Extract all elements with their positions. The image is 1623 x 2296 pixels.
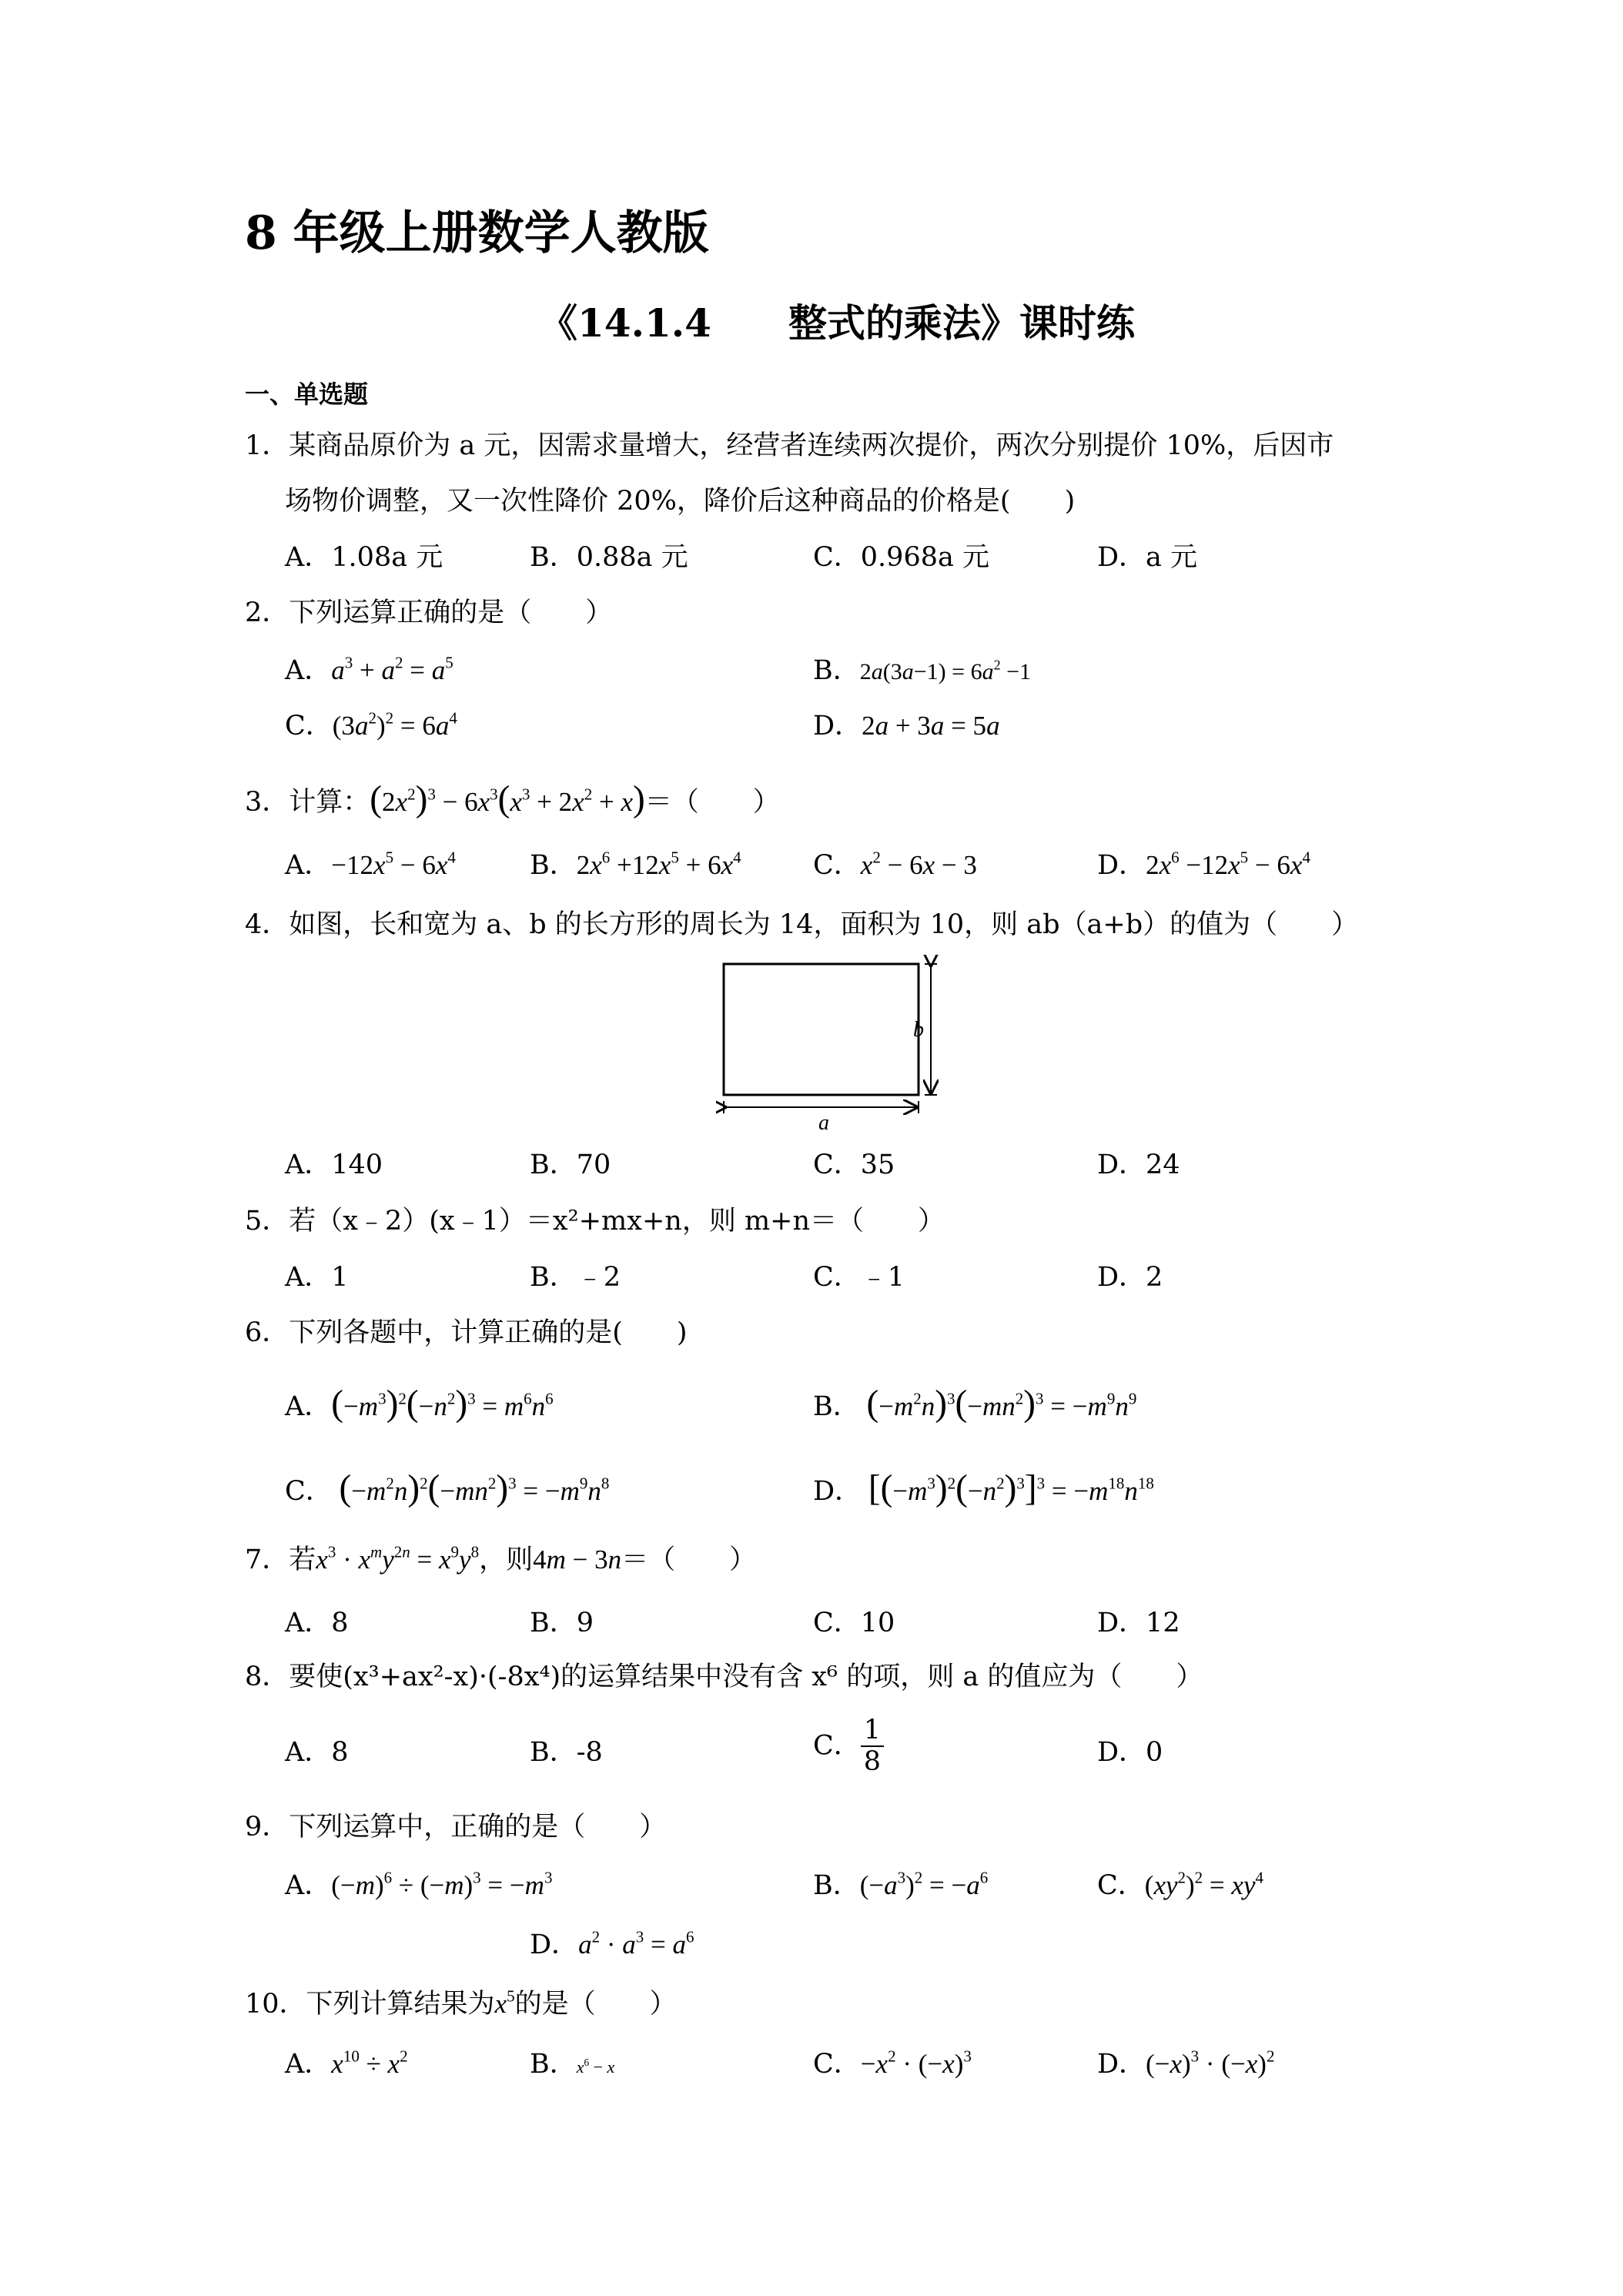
q7-stem: 7．若$x^3 \cdot x^my^{2n} = x^9y^8$，则4m − 3n＝（ ） xyxy=(245,1542,757,1575)
q6-option-d: D． $[(-m^3)^2(-n^2)^3]^3 = -m^{18}n^{18}$ xyxy=(813,1468,1154,1508)
rectangle-shape xyxy=(724,964,919,1095)
q8-option-d: D．0 xyxy=(1097,1737,1163,1768)
q10-option-c: C．$-x^2 \cdot (-x)^3$ xyxy=(813,2047,972,2080)
q3-option-a: A．$-12x^5 - 6x^4$ xyxy=(285,848,456,881)
lesson-title: 《14.1.4 整式的乘法》课时练 xyxy=(539,300,1135,346)
q7-option-d: D．12 xyxy=(1097,1608,1180,1638)
q2-option-c: C．$(3a^2)^2 = 6a^4$ xyxy=(285,708,457,741)
q2-option-a: A．$a^3 + a^2 = a^5$ xyxy=(285,653,453,686)
q9-stem: 9．下列运算中，正确的是（ ） xyxy=(245,1812,667,1842)
label-b: b xyxy=(913,1018,924,1042)
page-title: 8 年级上册数学人教版 xyxy=(245,206,709,260)
q8-stem: 8．要使(x³+ax²-x)·(-8x⁴)的运算结果中没有含 x⁶ 的项，则 a 的值应为（ ） xyxy=(245,1662,1203,1692)
q4-option-d: D．24 xyxy=(1097,1150,1180,1180)
q10-stem: 10．下列计算结果为$x^5$的是（ ） xyxy=(245,1986,677,2020)
q1-stem-line2: 场物价调整，又一次性降价 20%，降价后这种商品的价格是( ) xyxy=(285,486,1076,517)
section-heading: 一、单选题 xyxy=(245,380,369,409)
q8-option-c-fraction: $\frac{1}{8}$ xyxy=(861,1715,884,1776)
label-a: a xyxy=(818,1111,829,1132)
q9-option-c: C．$(xy^2)^2 = xy^4$ xyxy=(1097,1868,1263,1901)
q9-option-a: A．$(-m)^6 \div (-m)^3 = -m^3$ xyxy=(285,1868,553,1901)
q1-stem-line1: 1．某商品原价为 a 元，因需求量增大，经营者连续两次提价，两次分别提价 10%，后因市 xyxy=(245,430,1334,461)
q2-option-d: D．2a + 3a = 5a xyxy=(813,711,1000,741)
q3-option-d: D．$2x^6 -12x^5 - 6x^4$ xyxy=(1097,848,1310,881)
q10-option-a: A．$x^{10} \div x^2$ xyxy=(285,2047,408,2080)
q1-option-b: B．0.88a 元 xyxy=(530,542,688,573)
q7-option-c: C．10 xyxy=(813,1608,895,1638)
q8-option-b: B．-8 xyxy=(530,1737,603,1768)
q10-option-d: D．$(-x)^3 \cdot (-x)^2$ xyxy=(1097,2047,1275,2080)
q6-option-b: B． $(-m^2n)^3(-mn^2)^3 = -m^9n^9$ xyxy=(813,1384,1137,1424)
q10-option-b: B．$x^6 - x$ xyxy=(530,2049,615,2080)
q6-option-a: A．$(-m^3)^2(-n^2)^3 = m^6n^6$ xyxy=(285,1384,554,1424)
q1-option-d: D．a 元 xyxy=(1097,542,1198,573)
q5-option-b: B．﹣2 xyxy=(530,1262,621,1293)
q5-option-a: A．1 xyxy=(285,1262,349,1293)
q1-option-a: A．1.08a 元 xyxy=(285,542,443,573)
q8-option-c: C． $\frac{1}{8}$ xyxy=(813,1715,884,1776)
q4-option-b: B．70 xyxy=(530,1150,611,1180)
q5-option-d: D．2 xyxy=(1097,1262,1163,1293)
q7-option-b: B．9 xyxy=(530,1608,594,1638)
q8-option-a: A．8 xyxy=(285,1737,349,1768)
rectangle-figure xyxy=(716,955,947,1135)
rectangle-diagram xyxy=(716,955,947,1132)
q3-option-c: C．$x^2 - 6x - 3$ xyxy=(813,848,977,881)
q1-option-c: C．0.968a 元 xyxy=(813,542,989,573)
q7-option-a: A．8 xyxy=(285,1608,349,1638)
q5-option-c: C．﹣1 xyxy=(813,1262,905,1293)
q9-option-d: D．$a^2 \cdot a^3 = a^6$ xyxy=(530,1927,694,1960)
q3-stem: 3．计算：$(2x^2)^3 - 6x^3(x^3 + 2x^2 + x)=$（ ） xyxy=(245,779,780,819)
q6-stem: 6．下列各题中，计算正确的是( ) xyxy=(245,1317,688,1348)
q4-option-c: C．35 xyxy=(813,1150,895,1180)
q5-stem: 5．若（x﹣2）(x﹣1）＝x²+mx+n，则 m+n＝（ ） xyxy=(245,1206,945,1237)
q6-option-c: C． $(-m^2n)^2(-mn^2)^3 = -m^9n^8$ xyxy=(285,1468,610,1508)
q2-stem: 2．下列运算正确的是（ ） xyxy=(245,597,613,628)
q2-option-b: B．$2a(3a-1) = 6a^2 -1$ xyxy=(813,655,1031,686)
q4-option-a: A．140 xyxy=(285,1150,383,1180)
q3-option-b: B．$2x^6 +12x^5 + 6x^4$ xyxy=(530,848,741,881)
q9-option-b: B．$(-a^3)^2 = -a^6$ xyxy=(813,1868,989,1901)
q4-stem: 4．如图，长和宽为 a、b 的长方形的周长为 14，面积为 10，则 ab（a+b）的值为（ ） xyxy=(245,909,1359,940)
